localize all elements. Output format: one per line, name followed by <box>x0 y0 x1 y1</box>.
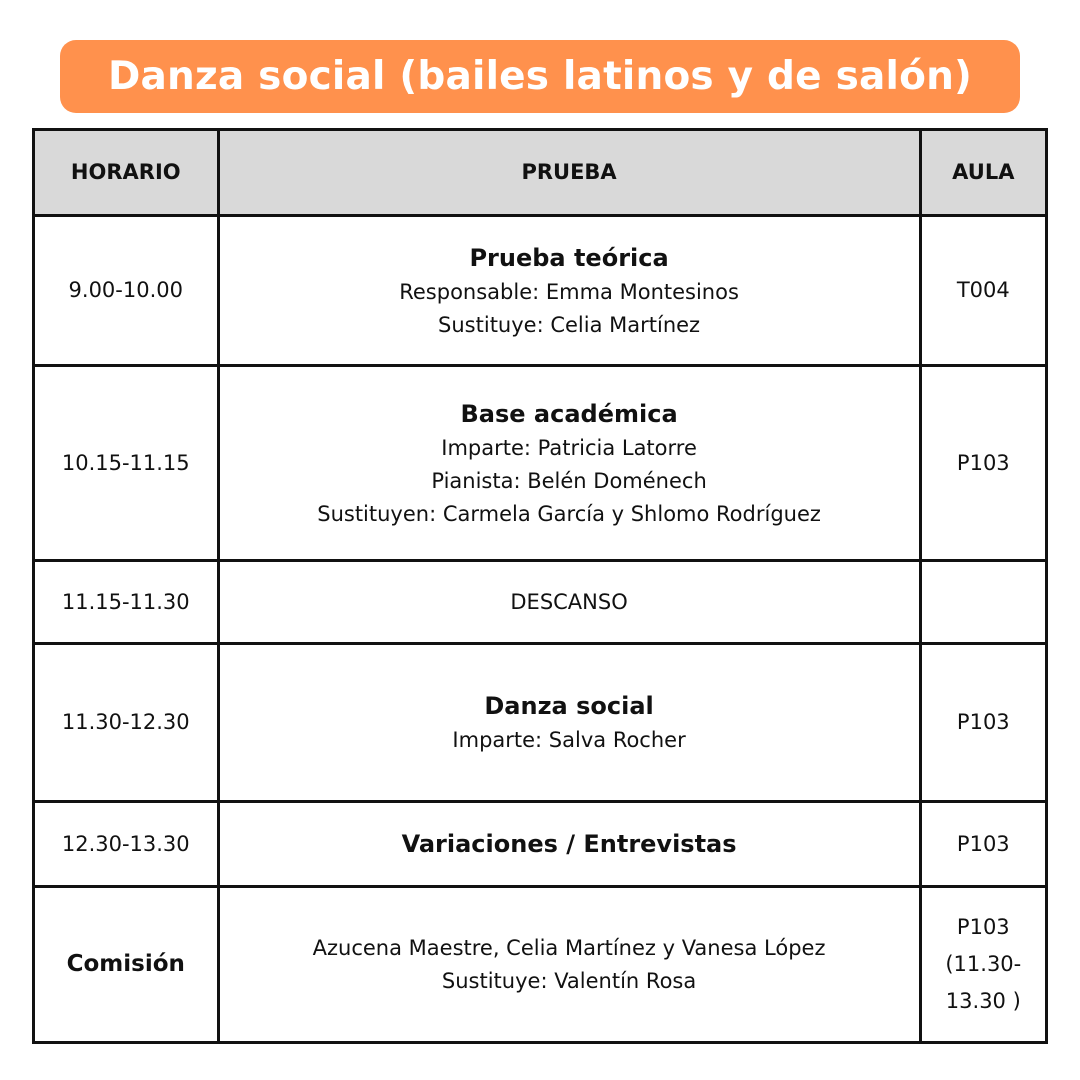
test-title: Prueba teórica <box>469 243 669 272</box>
table-row <box>34 802 1047 887</box>
commission-label: Comisión <box>34 887 219 1043</box>
table-header-row <box>34 130 1047 216</box>
title-banner <box>60 40 1020 113</box>
table-row <box>34 887 1047 1043</box>
page-title: Danza social (bailes latinos y de salón) <box>107 54 973 99</box>
test-detail: Responsable: Emma Montesinos <box>399 279 739 304</box>
break-cell: DESCANSO <box>218 561 920 644</box>
test-detail: Imparte: Salva Rocher <box>452 728 686 752</box>
header-aula: AULA <box>920 130 1046 216</box>
test-cell <box>218 644 920 802</box>
test-detail: Imparte: Patricia Latorre <box>441 435 697 460</box>
time-cell: 11.15-11.30 <box>34 561 219 644</box>
room-cell: P103 <box>920 366 1046 561</box>
room-cell: P103 <box>920 644 1046 802</box>
table-row <box>34 644 1047 802</box>
test-title: Danza social <box>484 692 654 720</box>
header-horario: HORARIO <box>34 130 219 216</box>
room-cell <box>920 561 1046 644</box>
commission-members: Azucena Maestre, Celia Martínez y Vanesa López <box>312 935 826 960</box>
schedule-table <box>32 128 1048 1044</box>
time-cell: 10.15-11.15 <box>34 366 219 561</box>
test-detail: Sustituye: Celia Martínez <box>438 312 701 337</box>
room-cell <box>920 887 1046 1043</box>
commission-cell <box>218 887 920 1043</box>
table-row <box>34 561 1047 644</box>
table-row <box>34 216 1047 366</box>
table-row <box>34 366 1047 561</box>
commission-substitute: Sustituye: Valentín Rosa <box>441 968 697 993</box>
time-cell: 9.00-10.00 <box>34 216 219 366</box>
room-line: (11.30- <box>945 952 1022 976</box>
test-detail: Sustituyen: Carmela García y Shlomo Rodríguez <box>317 501 821 526</box>
room-line: 13.30 ) <box>945 989 1021 1013</box>
test-title: Base académica <box>460 399 678 428</box>
test-title: Variaciones / Entrevistas <box>401 830 737 858</box>
room-line: P103 <box>956 915 1010 939</box>
room-cell: T004 <box>920 216 1046 366</box>
test-detail: Pianista: Belén Doménech <box>431 468 707 493</box>
time-cell: 11.30-12.30 <box>34 644 219 802</box>
test-cell <box>218 216 920 366</box>
header-prueba: PRUEBA <box>218 130 920 216</box>
room-cell: P103 <box>920 802 1046 887</box>
test-cell <box>218 802 920 887</box>
test-cell <box>218 366 920 561</box>
time-cell: 12.30-13.30 <box>34 802 219 887</box>
